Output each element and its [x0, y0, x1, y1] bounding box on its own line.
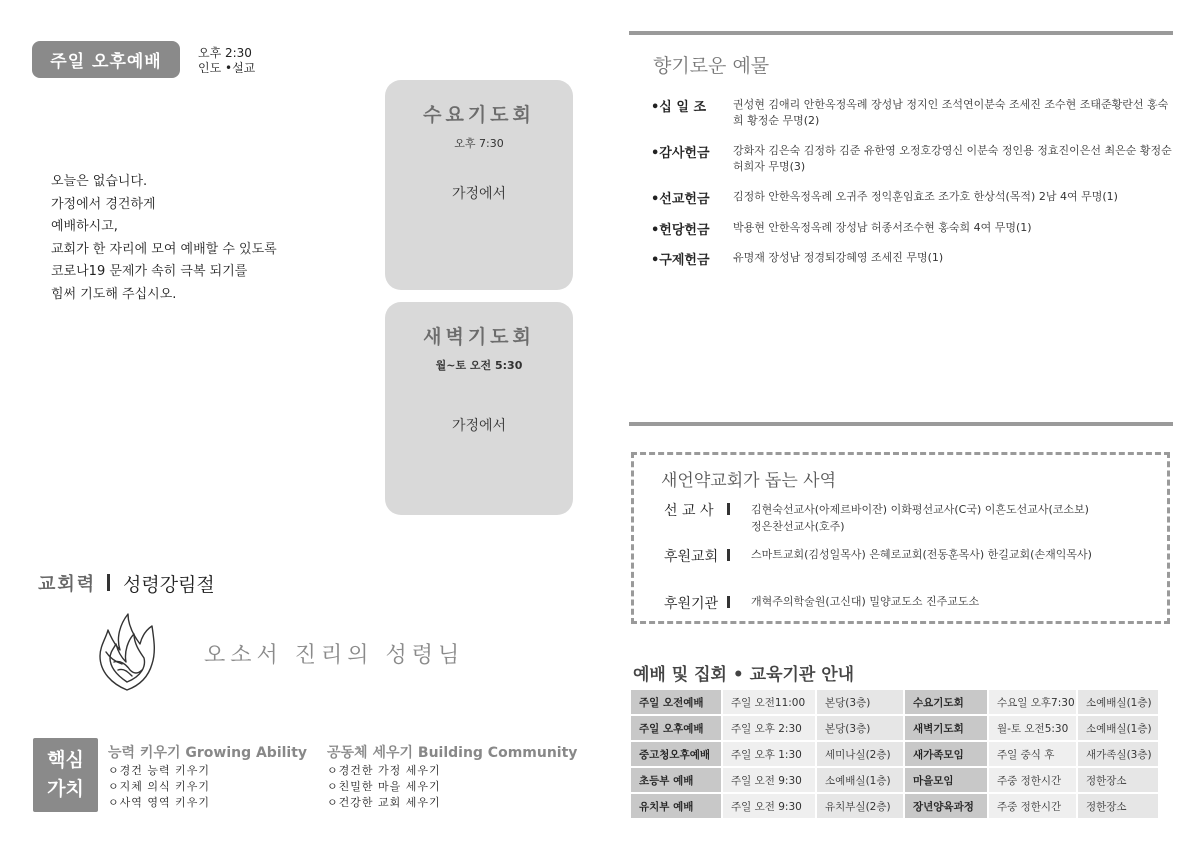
- table-cell: 새가족실(3층): [1078, 742, 1158, 766]
- table-cell: 장년양육과정: [905, 794, 987, 818]
- table-cell: 소예배실(1층): [1078, 690, 1158, 714]
- label-divider: [727, 503, 730, 515]
- calendar-divider: [107, 574, 110, 591]
- schedule-title: 예배 및 집회 • 교육기관 안내: [633, 665, 855, 685]
- offering-category: •선교헌금: [651, 192, 710, 207]
- table-row: [631, 716, 1158, 740]
- value-item: ㅇ경건 능력 키우기: [108, 764, 211, 777]
- wednesday-title: 수요기도회: [423, 104, 535, 126]
- table-cell: 소예배실(1층): [1078, 716, 1158, 740]
- value-group-title: 능력 키우기 Growing Ability: [108, 745, 308, 761]
- schedule-table: [631, 690, 1158, 820]
- wednesday-time: 오후 7:30: [454, 137, 504, 150]
- dawn-prayer-box: [385, 302, 573, 515]
- table-cell: 소예배실(1층): [817, 768, 903, 792]
- offering-names: 박용현 안한옥정옥례 장성남 허종서조수현 홍숙희 4여 무명(1): [733, 221, 1032, 234]
- value-group-list: [327, 763, 441, 811]
- table-cell: 주일 오전 9:30: [723, 768, 815, 792]
- church-label: 후원교회: [664, 549, 719, 565]
- value-group-title: 공동체 세우기 Building Community: [327, 745, 578, 761]
- section-divider: [629, 422, 1173, 426]
- missionary-line: 김현숙선교사(아제르바이잔) 이화평선교사(C국) 이흔도선교사(코소보): [751, 503, 1089, 516]
- missionary-label: 선 교 사: [664, 503, 714, 519]
- sunday-pm-leader: 인도 •설교: [198, 61, 256, 75]
- offering-category: •헌당헌금: [651, 223, 710, 238]
- message-line: 힘써 기도해 주십시오.: [51, 286, 177, 302]
- label-divider: [727, 596, 730, 608]
- section-divider: [629, 31, 1173, 35]
- message-line: 가정에서 경건하게: [51, 196, 156, 212]
- table-cell: 수요기도회: [905, 690, 987, 714]
- core-label-line: 가치: [47, 778, 84, 800]
- offering-category: •십 일 조: [651, 100, 707, 115]
- offering-names: 권성현 김애리 안한옥정옥례 장성남 정지인 조석연이분숙 조세진 조수현 조태준황란선 홍숙희 황정순 무명(2): [733, 98, 1169, 127]
- sunday-pm-time: 오후 2:30: [198, 46, 252, 60]
- table-cell: 세미나실(2층): [817, 742, 903, 766]
- table-cell: 주일 오후예배: [631, 716, 721, 740]
- offering-names: 유명재 장성남 정경퇴강혜영 조세진 무명(1): [733, 251, 944, 264]
- table-row: [631, 768, 1158, 792]
- table-cell: 주일 중식 후: [989, 742, 1076, 766]
- table-cell: 본당(3층): [817, 690, 903, 714]
- offering-names: 김정하 안한옥정옥례 오귀주 정익훈임효조 조가호 한상석(목적) 2남 4여 무명(1): [733, 190, 1118, 203]
- table-cell: 주중 정한시간: [989, 794, 1076, 818]
- wednesday-place: 가정에서: [451, 186, 507, 202]
- missionary-line: 정은찬선교사(호주): [751, 520, 845, 533]
- value-item: ㅇ사역 영역 키우기: [108, 796, 211, 809]
- value-item: ㅇ지체 의식 키우기: [108, 780, 211, 793]
- table-cell: 주일 오전11:00: [723, 690, 815, 714]
- table-cell: 본당(3층): [817, 716, 903, 740]
- table-cell: 주일 오후 1:30: [723, 742, 815, 766]
- table-row: [631, 794, 1158, 818]
- table-cell: 유치부 예배: [631, 794, 721, 818]
- core-values-badge: [33, 738, 98, 812]
- dawn-place: 가정에서: [451, 418, 507, 434]
- message-line: 교회가 한 자리에 모여 예배할 수 있도록: [51, 241, 277, 257]
- table-row: [631, 742, 1158, 766]
- calendar-title: 성령강림절: [123, 574, 215, 596]
- message-line: 코로나19 문제가 속히 극복 되기를: [51, 264, 248, 279]
- table-cell: 마을모임: [905, 768, 987, 792]
- offering-category: •구제헌금: [651, 253, 710, 268]
- table-cell: 주중 정한시간: [989, 768, 1076, 792]
- table-cell: 주일 오후 2:30: [723, 716, 815, 740]
- dawn-time: 월~토 오전 5:30: [435, 359, 523, 372]
- wednesday-prayer-box: [385, 80, 573, 290]
- table-cell: 정한장소: [1078, 794, 1158, 818]
- offerings-title: 향기로운 예물: [653, 55, 770, 77]
- offering-names: 강화자 김은숙 김정하 김준 유한영 오정호강영신 이분숙 정인용 정효진이은선 최은순 황정순 허희자 무명(3): [733, 144, 1172, 173]
- org-label: 후원기관: [664, 596, 719, 612]
- offering-category: •감사헌금: [651, 146, 710, 161]
- dawn-title: 새벽기도회: [423, 326, 535, 348]
- table-cell: 월-토 오전5:30: [989, 716, 1076, 740]
- church-list: 스마트교회(김성일목사) 은혜로교회(전동훈목사) 한길교회(손재익목사): [751, 548, 1092, 561]
- core-label-line: 핵심: [47, 749, 84, 771]
- value-item: ㅇ건강한 교회 세우기: [327, 796, 441, 809]
- table-cell: 새가족모임: [905, 742, 987, 766]
- sunday-pm-title: 주일 오후예배: [32, 41, 180, 78]
- calendar-phrase: 오소서 진리의 성령님: [204, 643, 465, 668]
- calendar-label: 교회력: [38, 574, 97, 595]
- table-cell: 새벽기도회: [905, 716, 987, 740]
- support-title: 새언약교회가 돕는 사역: [661, 471, 837, 491]
- missionary-list: [751, 501, 1089, 535]
- table-cell: 정한장소: [1078, 768, 1158, 792]
- sunday-pm-info: [198, 46, 255, 76]
- value-item: ㅇ친밀한 마을 세우기: [327, 780, 441, 793]
- table-cell: 중고청오후예배: [631, 742, 721, 766]
- table-cell: 주일 오전예배: [631, 690, 721, 714]
- org-list: 개혁주의학술원(고신대) 밀양교도소 진주교도소: [751, 595, 980, 608]
- label-divider: [727, 549, 730, 561]
- dove-flame-icon: [94, 612, 160, 694]
- table-cell: 유치부실(2층): [817, 794, 903, 818]
- table-cell: 주일 오전 9:30: [723, 794, 815, 818]
- message-line: 오늘은 없습니다.: [51, 174, 148, 189]
- table-row: [631, 690, 1158, 714]
- value-item: ㅇ경건한 가정 세우기: [327, 764, 441, 777]
- message-line: 예배하시고,: [51, 219, 118, 234]
- table-cell: 수요일 오후7:30: [989, 690, 1076, 714]
- table-cell: 초등부 예배: [631, 768, 721, 792]
- notice-message: [51, 171, 277, 306]
- value-group-list: [108, 763, 210, 811]
